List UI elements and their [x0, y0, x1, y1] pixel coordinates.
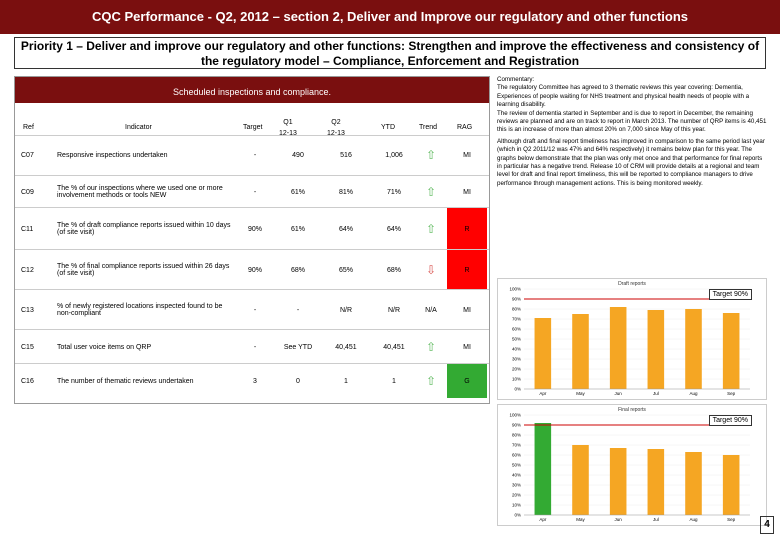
cell-ind: The % of our inspections where we used one or more involvement methods or tools NEW	[57, 185, 223, 199]
cell-trend	[417, 364, 445, 398]
y-tick-label: 0%	[514, 512, 521, 518]
cell-q1: See YTD	[283, 343, 313, 351]
table-row	[15, 329, 489, 363]
bar	[723, 313, 740, 389]
kpi-table	[14, 76, 490, 404]
cell-ytd: 64%	[386, 225, 401, 233]
header-target: Target	[243, 124, 263, 131]
rag-status: R	[447, 250, 487, 290]
cell-trend	[417, 208, 445, 250]
y-tick-label: 60%	[511, 326, 521, 332]
cell-target: 3	[253, 377, 257, 385]
x-tick-label: Jun	[614, 391, 622, 396]
cell-q1: 0	[296, 377, 300, 385]
y-tick-label: 30%	[511, 482, 521, 488]
header-rag: RAG	[457, 124, 473, 131]
cell-trend: N/A	[425, 306, 437, 314]
header-indicator: Indicator	[125, 124, 152, 131]
cell-q2: 40,451	[335, 343, 357, 351]
cell-ref: C12	[21, 266, 34, 274]
cell-target: 90%	[247, 266, 262, 274]
cell-q1: 68%	[290, 266, 305, 274]
cell-ytd: 40,451	[383, 343, 405, 351]
bar	[685, 452, 702, 515]
rag-status: MI	[463, 343, 471, 351]
y-tick-label: 90%	[511, 422, 521, 428]
cell-ind: Responsive inspections undertaken	[57, 151, 168, 159]
y-tick-label: 40%	[511, 472, 521, 478]
x-tick-label: Apr	[539, 517, 547, 522]
cell-target: 90%	[247, 225, 262, 233]
cell-q2: 516	[340, 151, 352, 159]
y-tick-label: 40%	[511, 346, 521, 352]
bar	[648, 310, 665, 389]
header-ytd: YTD	[381, 124, 395, 131]
bar	[572, 314, 589, 389]
arrow-up-icon: ⇧	[425, 148, 437, 162]
header-q2: Q2 12-13	[327, 119, 345, 137]
page-title: CQC Performance - Q2, 2012 – section 2, Deliver and Improve our regulatory and other functions	[0, 0, 780, 34]
bar	[723, 455, 740, 515]
y-tick-label: 20%	[511, 366, 521, 372]
arrow-up-icon: ⇧	[425, 185, 437, 199]
commentary-p2: Although draft and final report timeliness has improved in comparison to the same period last year (which in Q2 2011/12 was 47% and 64% respectively) it remains below plan for this year. The graphs below demonstrate that the plan was only met once and that performance for final reports in particular has a negative trend. Release 10 of CRM will provide details at a regional and team level for draft and final report timeliness, this will be reported to compliance managers to drive performance through management actions. This is being monitored weekly.	[497, 137, 765, 187]
y-tick-label: 60%	[511, 452, 521, 458]
table-row	[15, 289, 489, 329]
x-tick-label: May	[576, 391, 585, 396]
rag-status: R	[447, 208, 487, 250]
cell-q2: 64%	[338, 225, 353, 233]
y-tick-label: 30%	[511, 356, 521, 362]
table-row	[15, 135, 489, 173]
y-tick-label: 70%	[511, 442, 521, 448]
bar	[535, 423, 552, 515]
cell-q1: -	[296, 306, 300, 314]
arrow-up-icon: ⇧	[425, 222, 437, 236]
cell-ind: % of newly registered locations inspected found to be non-compliant	[57, 303, 223, 317]
cell-trend	[417, 136, 445, 174]
y-tick-label: 100%	[509, 412, 521, 418]
cell-trend	[417, 250, 445, 290]
target-label: Target 90%	[709, 289, 752, 300]
y-tick-label: 90%	[511, 296, 521, 302]
bar	[535, 318, 552, 389]
y-tick-label: 80%	[511, 432, 521, 438]
header-trend: Trend	[419, 124, 438, 131]
cell-ref: C07	[21, 151, 34, 159]
cell-q1: 490	[292, 151, 304, 159]
x-tick-label: Sep	[727, 391, 736, 396]
x-tick-label: Sep	[727, 517, 736, 522]
final-reports-chart	[497, 404, 767, 526]
y-tick-label: 10%	[511, 376, 521, 382]
bar	[572, 445, 589, 515]
cell-q2: 65%	[338, 266, 353, 274]
y-tick-label: 0%	[514, 386, 521, 392]
x-tick-label: Aug	[689, 517, 698, 522]
cell-ref: C11	[21, 225, 34, 233]
cell-ind: The % of draft compliance reports issued within 10 days (of site visit)	[57, 222, 231, 236]
x-tick-label: Jul	[652, 517, 659, 522]
arrow-up-icon: ⇧	[425, 374, 437, 388]
cell-q1: 61%	[290, 188, 305, 196]
cell-ytd: 68%	[386, 266, 401, 274]
cell-target: -	[253, 188, 257, 196]
cell-ind: The % of final compliance reports issued within 26 days (of site visit)	[57, 263, 230, 277]
rag-status: MI	[463, 188, 471, 196]
chart-title: Draft reports	[618, 281, 646, 287]
cell-ytd: N/R	[387, 306, 401, 314]
y-tick-label: 80%	[511, 306, 521, 312]
cell-q2: N/R	[339, 306, 353, 314]
draft-reports-chart	[497, 278, 767, 400]
bar	[610, 448, 627, 515]
priority-heading: Priority 1 – Deliver and improve our regulatory and other functions: Strengthen and improve the effectiveness and consistency of the regulatory model – Compliance, Enforcement and Registration	[14, 37, 766, 69]
cell-q2: 1	[344, 377, 348, 385]
cell-trend	[417, 330, 445, 364]
cell-ytd: 71%	[386, 188, 401, 196]
header-ref: Ref	[23, 124, 34, 131]
rag-status: G	[447, 364, 487, 398]
table-banner: Scheduled inspections and compliance.	[15, 77, 489, 103]
arrow-up-icon: ⇧	[425, 340, 437, 354]
rag-status: MI	[463, 151, 471, 159]
target-label: Target 90%	[709, 415, 752, 426]
cell-target: -	[253, 343, 257, 351]
table-row	[15, 207, 489, 249]
cell-ref: C13	[21, 306, 34, 314]
cell-ref: C09	[21, 188, 34, 196]
table-row	[15, 175, 489, 207]
cell-target: -	[253, 151, 257, 159]
cell-ind: The number of thematic reviews undertaken	[57, 377, 194, 385]
cell-ytd: 1	[392, 377, 396, 385]
bar	[648, 449, 665, 515]
cell-ind: Total user voice items on QRP	[57, 343, 152, 351]
chart-title: Final reports	[618, 407, 646, 413]
x-tick-label: Jun	[614, 517, 622, 522]
cell-target: -	[253, 306, 257, 314]
y-tick-label: 20%	[511, 492, 521, 498]
x-tick-label: Aug	[689, 391, 698, 396]
cell-q2: 81%	[338, 188, 353, 196]
page-number: 4	[760, 516, 774, 534]
cell-q1: 61%	[290, 225, 305, 233]
bar	[610, 307, 627, 389]
cell-ref: C15	[21, 343, 34, 351]
y-tick-label: 100%	[509, 286, 521, 292]
cell-ytd: 1,006	[385, 151, 403, 159]
y-tick-label: 50%	[511, 336, 521, 342]
table-row	[15, 363, 489, 397]
rag-status: MI	[463, 306, 471, 314]
cell-trend	[417, 176, 445, 208]
bar	[685, 309, 702, 389]
table-row	[15, 249, 489, 289]
x-tick-label: Jul	[652, 391, 659, 396]
x-tick-label: May	[576, 517, 585, 522]
y-tick-label: 70%	[511, 316, 521, 322]
y-tick-label: 10%	[511, 502, 521, 508]
cell-ref: C16	[21, 377, 34, 385]
arrow-down-icon: ⇩	[425, 263, 437, 277]
header-q1: Q1 12-13	[279, 119, 297, 137]
x-tick-label: Apr	[539, 391, 547, 396]
commentary-p1: Commentary: The regulatory Committee has agreed to 3 thematic reviews this year covering: Dementia, Experiences of people waiting for NHS treatment and physical health needs of people with a learning disability. The review of dementia started in September and is due to report in December, the remaining reviews are planned and are on track to report in March 2013. The number of QRP items is 40,451 this is an increase of more than almost 20% on 7,000 since May of this year.	[497, 76, 767, 134]
y-tick-label: 50%	[511, 462, 521, 468]
